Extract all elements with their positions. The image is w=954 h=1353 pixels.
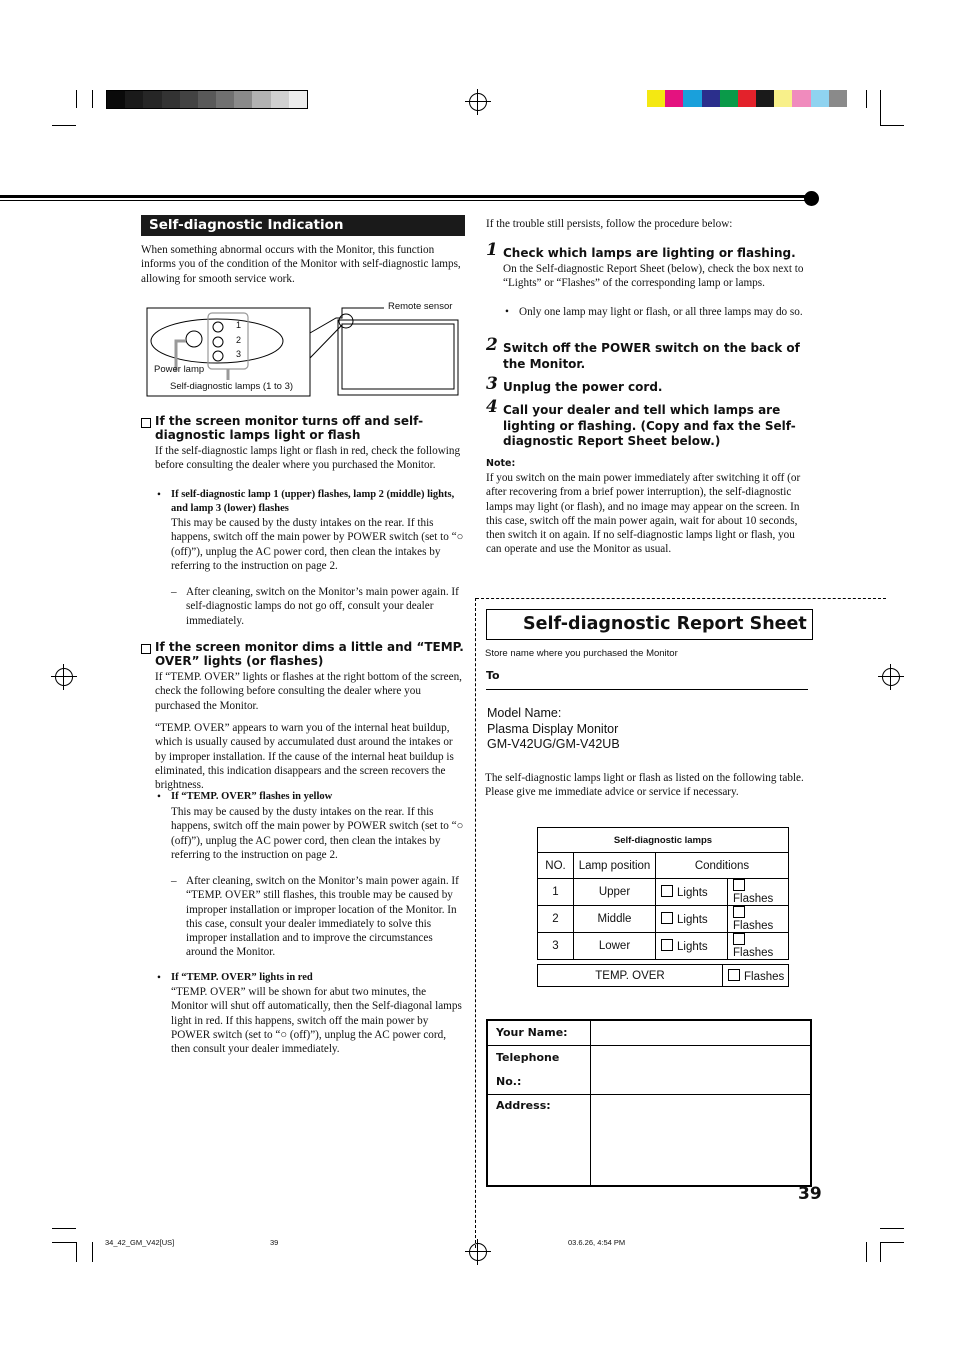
color-swatch bbox=[647, 90, 665, 107]
step-1-paragraph: On the Self-diagnostic Report Sheet (below), check the box next to “Lights” or “Flashes” of the corresponding lamp or lamps. bbox=[503, 263, 804, 290]
step-2-text: Switch off the POWER switch on the back of the Monitor. bbox=[503, 341, 800, 371]
model-line-2: GM-V42UG/GM-V42UB bbox=[487, 737, 620, 751]
turns-off-bullet-paragraph: This may be caused by the dusty intakes on the rear. If this happens, switch off the main power by POWER switch (set to “○ (off)”), unplug the AC power cord, then clean the intakes by referring to the instruction on page 2. bbox=[171, 517, 464, 572]
model-label: Model Name: bbox=[487, 706, 562, 720]
intro-paragraph: When something abnormal occurs with the Monitor, this function informs you of the condition of the Monitor with self-diagnostic lamps, allowing for smooth service work. bbox=[141, 244, 461, 285]
model-line-1: Plasma Display Monitor bbox=[487, 722, 619, 736]
table-row bbox=[538, 906, 789, 933]
checkbox-icon[interactable] bbox=[728, 969, 740, 981]
gray-swatch bbox=[234, 91, 252, 108]
checkbox-icon[interactable] bbox=[661, 912, 673, 924]
bullet-icon: • bbox=[157, 489, 161, 501]
color-swatch bbox=[738, 90, 756, 107]
row-no: 1 bbox=[538, 879, 574, 906]
temp-over-table bbox=[537, 964, 789, 987]
registration-mark-top bbox=[469, 93, 487, 111]
telephone-field[interactable] bbox=[591, 1045, 812, 1094]
step-1-number: 1 bbox=[486, 240, 498, 260]
report-title-box bbox=[486, 609, 813, 640]
step-3-number: 3 bbox=[486, 374, 498, 394]
gray-swatch bbox=[107, 91, 125, 108]
color-swatch bbox=[792, 90, 810, 107]
turns-off-bullet: • If self-diagnostic lamp 1 (upper) flashes, lamp 2 (middle) lights, and lamp 3 (lower) flashes bbox=[157, 489, 455, 515]
flashes-option[interactable]: Flashes bbox=[728, 906, 789, 933]
step-4-text: Call your dealer and tell which lamps are lighting or flashing. (Copy and fax the Self-diagnostic Report Sheet below.) bbox=[503, 403, 796, 448]
flashes-option[interactable]: Flashes bbox=[728, 879, 789, 906]
note-label: Note: bbox=[486, 458, 516, 469]
row-position: Lower bbox=[574, 933, 656, 960]
row-position: Middle bbox=[574, 906, 656, 933]
step-1-text: Check which lamps are lighting or flashing. bbox=[503, 246, 796, 260]
checkbox-icon[interactable] bbox=[733, 906, 745, 918]
lights-option[interactable]: Lights bbox=[656, 933, 728, 960]
gray-swatch bbox=[143, 91, 161, 108]
col-conditions: Conditions bbox=[656, 853, 789, 879]
note-text: If you switch on the main power immediately after switching it off (or after recovering from a brief power interruption), the self-diagnostic lamps may light (or flash), and no image may appear on the screen. In this case, switch off the main power again, wait for about 10 seconds, then switch it on again. If no self-diagnostic lamps light or flash, you can operate and use the Monitor as usual. bbox=[486, 472, 801, 556]
your-name-field[interactable] bbox=[591, 1020, 812, 1045]
registration-mark-right bbox=[882, 668, 900, 686]
col-no: NO. bbox=[538, 853, 574, 879]
row-no: 2 bbox=[538, 906, 574, 933]
lamps-table-title: Self-diagnostic lamps bbox=[538, 828, 789, 853]
flashes-option[interactable]: Flashes bbox=[728, 933, 789, 960]
page-number: 39 bbox=[798, 1184, 822, 1204]
lamps-label: Self-diagnostic lamps (1 to 3) bbox=[170, 381, 294, 392]
lamp-1-label: 1 bbox=[236, 320, 242, 330]
checkbox-icon bbox=[141, 644, 151, 654]
table-row bbox=[538, 879, 789, 906]
temp-over-bullet-2-paragraph: “TEMP. OVER” will be shown for abut two minutes, the Monitor will shut off automatically, then the Self-diagonal lamps light in red. If this happens, switch off the main power by POWER switch (set to “○ (off)”), unplug the AC power cord, then consult your dealer immediately. bbox=[171, 986, 462, 1056]
contact-table bbox=[486, 1019, 812, 1187]
heading-temp-over: If the screen monitor dims a little and “TEMP. OVER” lights (or flashes) bbox=[141, 640, 465, 668]
color-swatch bbox=[720, 90, 738, 107]
step-4-number: 4 bbox=[486, 397, 498, 417]
gray-swatch bbox=[216, 91, 234, 108]
gray-swatch bbox=[162, 91, 180, 108]
monitor-figure bbox=[146, 300, 464, 400]
checkbox-icon[interactable] bbox=[733, 933, 745, 945]
color-swatch bbox=[811, 90, 829, 107]
gray-swatch bbox=[198, 91, 216, 108]
gray-swatch bbox=[289, 91, 307, 108]
address-label: Address: bbox=[487, 1094, 591, 1186]
lights-option[interactable]: Lights bbox=[656, 879, 728, 906]
gray-swatch bbox=[252, 91, 270, 108]
temp-over-paragraph-1: If “TEMP. OVER” lights or flashes at the right bottom of the screen, check the following before consulting the dealer where you purchased the Monitor. bbox=[155, 671, 462, 712]
row-position: Upper bbox=[574, 879, 656, 906]
temp-flashes-option[interactable]: Flashes bbox=[723, 965, 789, 987]
lamp-3-label: 3 bbox=[236, 349, 242, 359]
temp-over-bullet-1-paragraph: This may be caused by the dusty intakes on the rear. If this happens, switch off the main power by POWER switch (set to “○ (off)”), unplug the AC power cord, then clean the intakes by referring to the instruction on page 2. bbox=[171, 806, 464, 861]
bullet-icon: • bbox=[157, 972, 161, 984]
section-title: Self-diagnostic Indication bbox=[141, 215, 465, 236]
gray-swatch bbox=[271, 91, 289, 108]
table-row bbox=[538, 933, 789, 960]
step-1-bullet: • Only one lamp may light or flash, or all three lamps may do so. bbox=[505, 306, 803, 318]
bullet-icon: • bbox=[157, 791, 161, 803]
bullet-icon: • bbox=[505, 306, 509, 318]
color-swatch bbox=[665, 90, 683, 107]
your-name-label: Your Name: bbox=[487, 1020, 591, 1045]
footer-page: 39 bbox=[270, 1238, 279, 1247]
color-swatch bbox=[702, 90, 720, 107]
registration-mark-left bbox=[55, 668, 73, 686]
color-swatch bbox=[774, 90, 792, 107]
footer-date: 03.6.26, 4:54 PM bbox=[568, 1238, 626, 1247]
color-swatch bbox=[683, 90, 701, 107]
heading-turns-off: If the screen monitor turns off and self-diagnostic lamps light or flash bbox=[141, 414, 465, 442]
checkbox-icon[interactable] bbox=[733, 879, 745, 891]
temp-over-paragraph-2: “TEMP. OVER” appears to warn you of the internal heat buildup, which is usually caused by accumulated dust around the intakes or by improper installation. If the cause of the internal heat buildup is eliminated, this indication disappears and the screen recovers the brightness. bbox=[155, 722, 454, 792]
registration-mark-bottom bbox=[469, 1243, 487, 1261]
to-label: To bbox=[486, 669, 500, 682]
cut-line-horizontal bbox=[476, 598, 886, 599]
step-3-text: Unplug the power cord. bbox=[503, 380, 663, 394]
temp-over-bullet-1: • If “TEMP. OVER” flashes in yellow bbox=[157, 791, 333, 803]
lamps-table bbox=[537, 827, 789, 960]
to-line[interactable] bbox=[486, 689, 808, 690]
gray-calibration-bar bbox=[106, 90, 308, 109]
store-label: Store name where you purchased the Monitor bbox=[485, 648, 678, 659]
address-field[interactable] bbox=[591, 1094, 812, 1186]
color-swatch bbox=[829, 90, 847, 107]
row-no: 3 bbox=[538, 933, 574, 960]
col-position: Lamp position bbox=[574, 853, 656, 879]
request-text: The self-diagnostic lamps light or flash as listed on the following table. Please give me immediate advice or service if necessary. bbox=[485, 772, 804, 799]
checkbox-icon[interactable] bbox=[661, 885, 673, 897]
color-calibration-bar bbox=[647, 90, 847, 107]
temp-over-dash-item: – After cleaning, switch on the Monitor’s main power again. If “TEMP. OVER” still flashes, this trouble may be caused by improper installation or improper location of the Monitor. In this case, consult your dealer immediately to solve this improper installation and to improve the circumstances around the Monitor. bbox=[171, 875, 459, 959]
checkbox-icon[interactable] bbox=[661, 939, 673, 951]
temp-over-bullet-2: • If “TEMP. OVER” lights in red bbox=[157, 972, 313, 984]
procedure-lead: If the trouble still persists, follow the procedure below: bbox=[486, 218, 733, 230]
gray-swatch bbox=[125, 91, 143, 108]
lights-option[interactable]: Lights bbox=[656, 906, 728, 933]
color-swatch bbox=[756, 90, 774, 107]
turns-off-dash-item: – After cleaning, switch on the Monitor’s main power again. If self-diagnostic lamps do not go off, consult your dealer immediately. bbox=[171, 586, 459, 627]
step-2-number: 2 bbox=[486, 335, 498, 355]
telephone-label: Telephone No.: bbox=[487, 1045, 591, 1094]
gray-swatch bbox=[180, 91, 198, 108]
cut-line-vertical bbox=[475, 598, 476, 1248]
footer-file: 34_42_GM_V42[US] bbox=[105, 1238, 175, 1247]
remote-sensor-label: Remote sensor bbox=[388, 301, 453, 312]
lamp-2-label: 2 bbox=[236, 335, 242, 345]
temp-over-label: TEMP. OVER bbox=[538, 965, 723, 987]
checkbox-icon bbox=[141, 418, 151, 428]
turns-off-paragraph: If the self-diagnostic lamps light or flash in red, check the following before consulting the dealer where you purchased the Monitor. bbox=[155, 445, 461, 472]
report-title: Self-diagnostic Report Sheet bbox=[523, 614, 807, 634]
power-lamp-label: Power lamp bbox=[154, 364, 205, 375]
